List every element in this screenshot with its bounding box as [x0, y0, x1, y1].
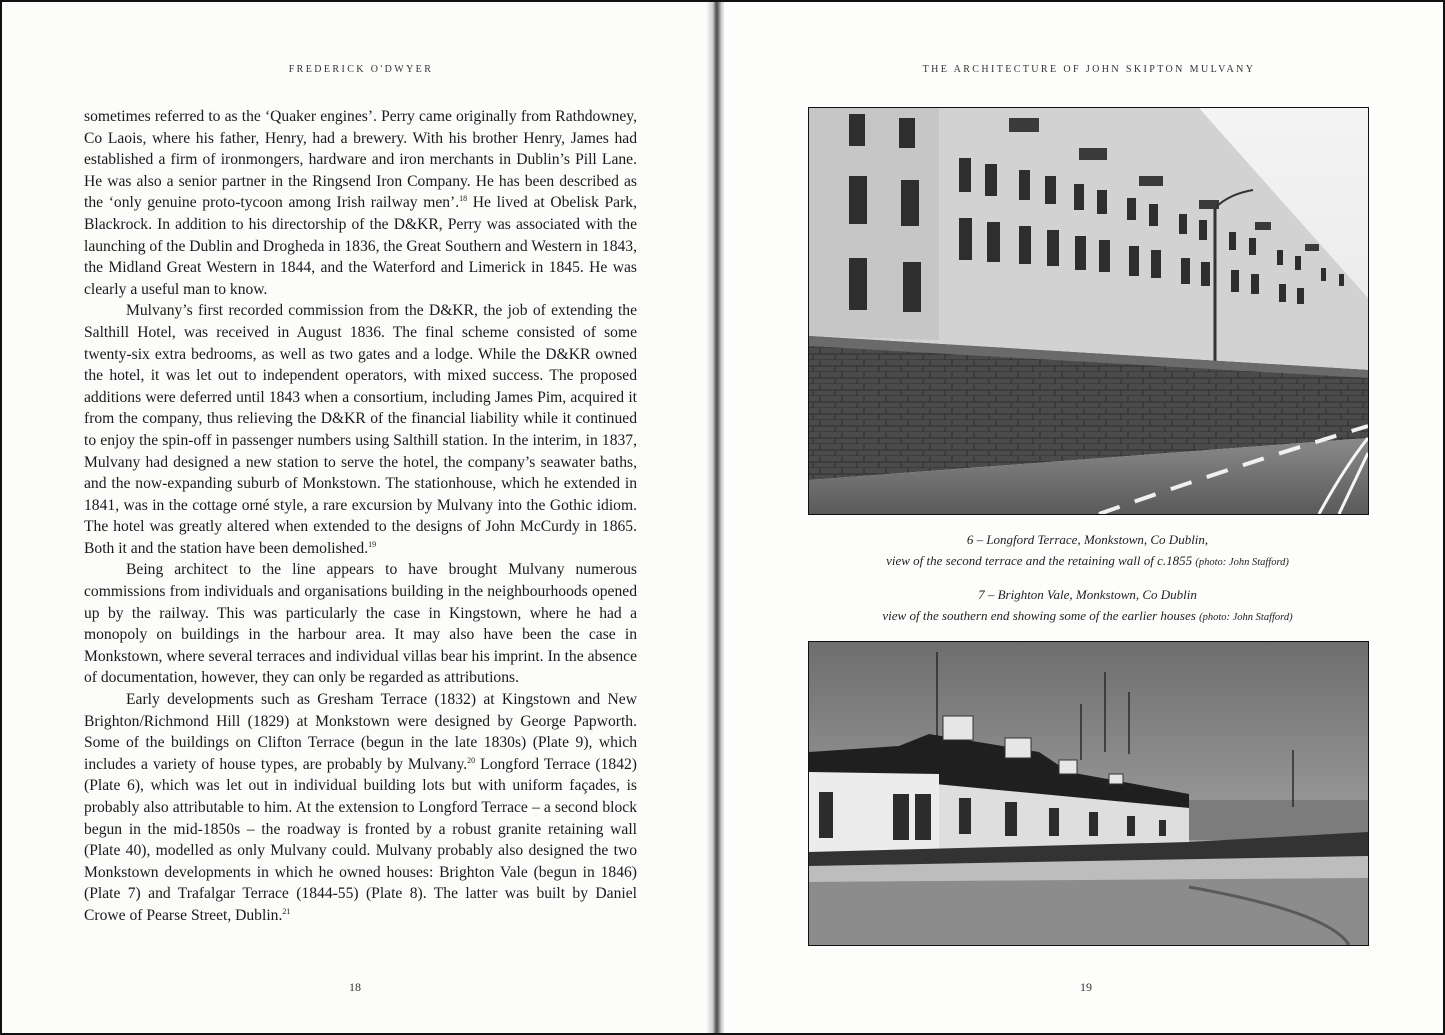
plate-6-caption	[808, 529, 1367, 573]
right-page-number: 19	[1080, 980, 1092, 994]
footnote-ref: 21	[282, 906, 291, 916]
paragraph-3: Being architect to the line appears to have brought Mulvany numerous commissions from individuals and organisations building in the neighbourhoods opened up by the railway. This was particularly the case in Kingstown, where he had a monopoly on buildings in the harbour area. It may also have been the case in Monkstown, where several terraces and individual villas bear his imprint. In the absence of documentation, however, they can only be regarded as attributions.	[84, 561, 637, 687]
left-body-text	[84, 106, 637, 927]
left-page	[2, 2, 714, 1033]
paragraph-4: Early developments such as Gresham Terrace (1832) at Kingstown and New Brighton/Richmond Hill (1829) at Monkstown were designed by George Papworth. Some of the buildings on Clifton Terrace (begun in the late 1830s) (Plate 9), which includes a variety of house types, are probably by Mulvany.$^{20}$ Longford Terrace (1842) (Plate 6), which was let out in individual building lots but with uniform façades, is probably also attributable to him. At the extension to Longford Terrace – a second block begun in the mid-1850s – the roadway is fronted by a robust granite retaining wall (Plate 40), modelled as only Mulvany could. Mulvany probably also designed the two Monkstown developments in which he owned houses: Brighton Vale (begun in 1846) (Plate 7) and Trafalgar Terrace (1844-55) (Plate 8). The latter was built by Daniel Crowe of Pearse Street, Dublin.$^{21}$	[84, 691, 637, 924]
left-running-head: FREDERICK O'DWYER	[288, 64, 434, 75]
right-page	[724, 2, 1443, 1033]
footnote-ref: 18	[459, 194, 468, 204]
plate-7-photo	[808, 641, 1369, 946]
footnote-ref: 19	[368, 539, 377, 549]
plate-6-caption-title: 6 – Longford Terrace, Monkstown, Co Dublin,	[966, 532, 1209, 547]
plate-6-caption-body: view of the second terrace and the retaining wall of c.1855	[886, 553, 1193, 568]
plate-7-caption	[808, 584, 1367, 628]
paragraph-1: sometimes referred to as the ‘Quaker engines’. Perry came originally from Rathdowney, Co Laois, where his father, Henry, had a brewery. With his brother Henry, James had established a firm of ironmongers, hardware and iron merchants in Dublin’s Pill Lane. He was also a senior partner in the Ringsend Iron Company. He has been described as the ‘only genuine proto-tycoon among Irish railway men’.$^{18}$ He lived at Obelisk Park, Blackrock. In addition to his directorship of the D&KR, Perry was associated with the launching of the Dublin and Drogheda in 1836, the Great Southern and Western in 1843, the Midland Great Western in 1844, and the Waterford and Limerick in 1845. He was clearly a useful man to know.	[84, 108, 637, 298]
plate-6-photo	[808, 107, 1369, 515]
plate-6-credit: (photo: John Stafford)	[1195, 557, 1289, 568]
plate-7-caption-body: view of the southern end showing some of the earlier houses	[882, 608, 1196, 623]
footnote-ref: 20	[467, 755, 476, 765]
left-page-number: 18	[349, 980, 361, 994]
paragraph-2: Mulvany’s first recorded commission from the D&KR, the job of extending the Salthill Hotel, was received in August 1836. The final scheme consisted of some twenty-six extra bedrooms, as well as two gates and a lodge. While the D&KR owned the hotel, it was let out to independent operators, with mixed success. The proposed additions were deferred until 1843 when a consortium, including James Pim, acquired it from the company, thus relieving the D&KR of the financial liability while it continued to enjoy the spin-off in passenger numbers using Salthill station. In the interim, in 1837, Mulvany had designed a new station to serve the hotel, the company’s seawater baths, and the now-expanding suburb of Monkstown. The stationhouse, which he extended in 1841, was in the cottage orné style, a rare excursion by Mulvany into the Gothic idiom. The hotel was greatly altered when extended to the designs of John McCurdy in 1865. Both it and the station have been demolished.$^{19}$	[84, 302, 637, 557]
plate-7-credit: (photo: John Stafford)	[1199, 612, 1293, 623]
right-running-head: THE ARCHITECTURE OF JOHN SKIPTON MULVANY	[922, 64, 1256, 75]
plate-7-caption-title: 7 – Brighton Vale, Monkstown, Co Dublin	[978, 587, 1197, 602]
